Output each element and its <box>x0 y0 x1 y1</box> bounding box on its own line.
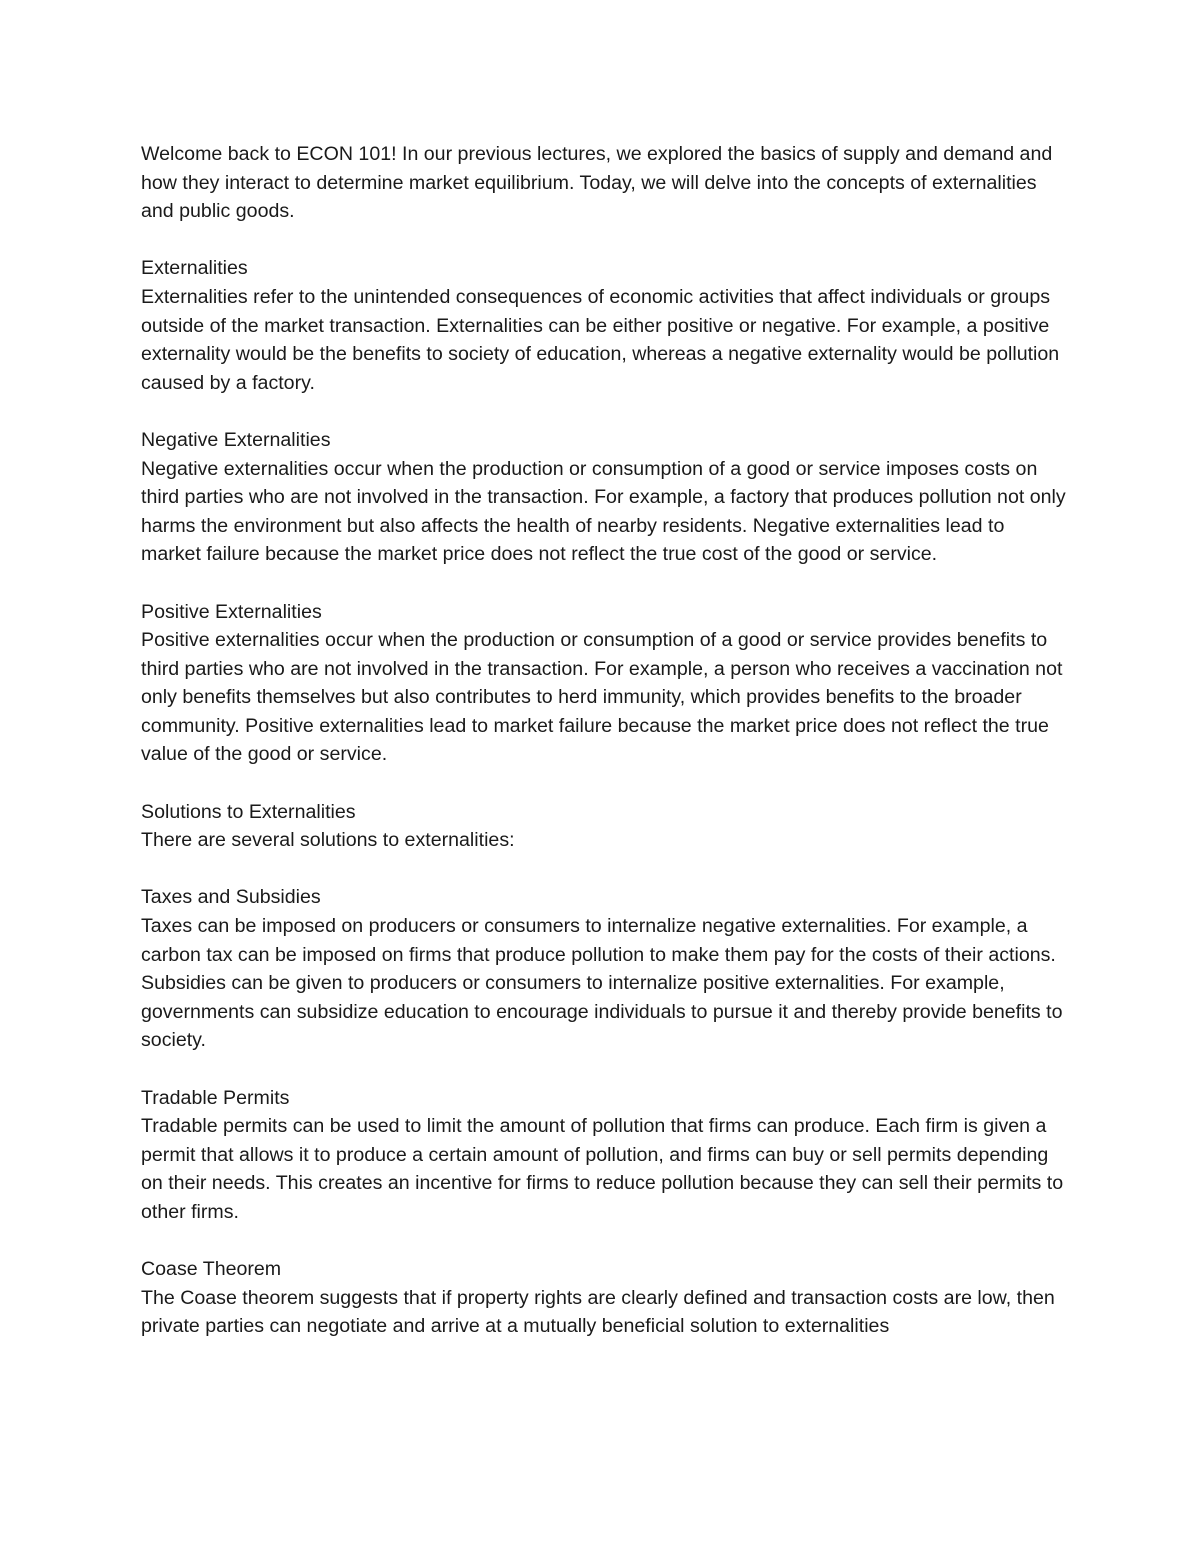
section-positive-externalities <box>141 598 1066 770</box>
section-coase-theorem <box>141 1255 1066 1341</box>
section-body: Positive externalities occur when the production or consumption of a good or service provides benefits to third parties who are not involved in the transaction. For example, a person who receives a vaccination not only benefits themselves but also contributes to herd immunity, which provides benefits to the broader community. Positive externalities lead to market failure because the market price does not reflect the true value of the good or service. <box>141 629 1063 766</box>
paragraph-gap <box>141 769 1066 798</box>
section-heading: Solutions to Externalities <box>141 800 356 823</box>
section-heading: Tradable Permits <box>141 1086 290 1109</box>
section-body: Tradable permits can be used to limit the amount of pollution that firms can produce. Each firm is given a permit that allows it to produce a certain amount of pollution, and firms can buy or sell permits depending on their needs. This creates an incentive for firms to reduce pollution because they can sell their permits to other firms. <box>141 1115 1064 1223</box>
section-body: The Coase theorem suggests that if property rights are clearly defined and transaction costs are low, then private parties can negotiate and arrive at a mutually beneficial solution to externalities <box>141 1286 1055 1338</box>
section-solutions <box>141 798 1066 855</box>
paragraph-gap <box>141 855 1066 884</box>
section-body: Externalities refer to the unintended consequences of economic activities that affect individuals or groups outside of the market transaction. Externalities can be either positive or negative. For example, a positive externality would be the benefits to society of education, whereas a negative externality would be pollution caused by a factory. <box>141 285 1060 394</box>
section-tradable-permits <box>141 1084 1066 1227</box>
paragraph-gap <box>141 226 1066 255</box>
section-taxes-subsidies <box>141 883 1066 1055</box>
section-heading: Taxes and Subsidies <box>141 886 321 909</box>
section-body: There are several solutions to externalities: <box>141 829 515 852</box>
section-heading: Positive Externalities <box>141 600 322 623</box>
intro-paragraph: Welcome back to ECON 101! In our previous lectures, we explored the basics of supply and demand and how they interact to determine market equilibrium. Today, we will delve into the concepts of externalities and public goods. <box>141 143 1053 223</box>
section-heading: Negative Externalities <box>141 428 331 451</box>
document-body <box>141 140 1066 1341</box>
section-heading: Externalities <box>141 257 248 280</box>
paragraph-gap <box>141 1055 1066 1084</box>
paragraph-gap <box>141 1227 1066 1256</box>
section-body: Taxes can be imposed on producers or consumers to internalize negative externalities. For example, a carbon tax can be imposed on firms that produce pollution to make them pay for the costs of their actions. Subsidies can be given to producers or consumers to internalize positive externalities. For example, governments can subsidize education to encourage individuals to pursue it and thereby provide benefits to society. <box>141 915 1063 1052</box>
paragraph-gap <box>141 397 1066 426</box>
section-negative-externalities <box>141 426 1066 569</box>
section-externalities <box>141 254 1066 397</box>
paragraph-gap <box>141 569 1066 598</box>
section-body: Negative externalities occur when the production or consumption of a good or service imposes costs on third parties who are not involved in the transaction. For example, a factory that produces pollution not only harms the environment but also affects the health of nearby residents. Negative externalities lead to market failure because the market price does not reflect the true cost of the good or service. <box>141 457 1066 566</box>
section-heading: Coase Theorem <box>141 1258 282 1281</box>
